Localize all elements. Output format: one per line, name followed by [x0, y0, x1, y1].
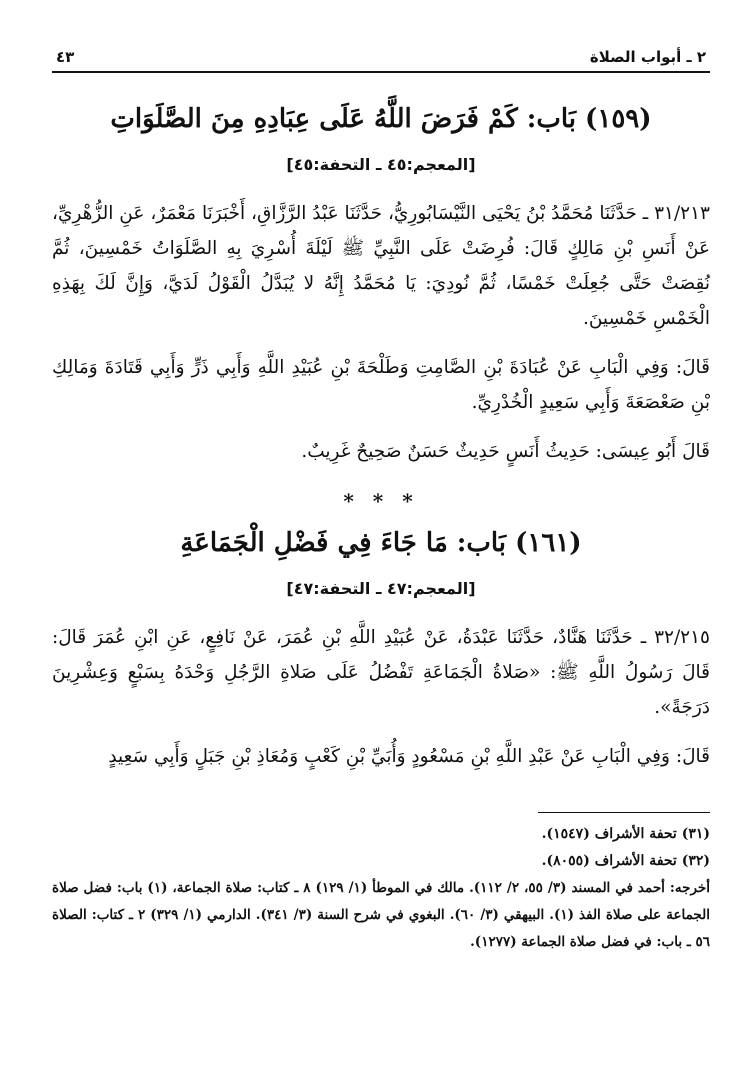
page-number: ٤٣	[56, 48, 75, 66]
section-161-bab-note: قَالَ: وَفِي الْبَابِ عَنْ عَبْدِ اللَّهِ بْنِ مَسْعُودٍ وَأُبَيِّ بْنِ كَعْبٍ وَمُعَاذِ بْنِ جَبَلٍ وَأَبِي سَعِيدٍ	[108, 745, 710, 767]
header-rule	[52, 71, 710, 73]
hadith-213-text: ٣١/٢١٣ ـ حَدَّثَنَا مُحَمَّدُ بْنُ يَحْيَى النَّيْسَابُورِيُّ، حَدَّثَنَا عَبْدُ الرَّزَّاقِ، أَخْبَرَنَا مَعْمَرٌ، عَنِ الزُّهْرِيِّ، عَنْ أَنَسِ بْنِ مَالِكٍ قَالَ: فُرِضَتْ عَلَى النَّبِيِّ ﷺ لَيْلَةَ أُسْرِيَ بِهِ الصَّلَوَاتُ خَمْسِينَ، ثُمَّ نُقِصَتْ حَتَّى جُعِلَتْ خَمْسًا، ثُمَّ نُودِيَ: يَا مُحَمَّدُ إِنَّهُ لا يُبَدَّلُ الْقَوْلُ لَدَيَّ، وَإِنَّ لَكَ بِهَذِهِ الْخَمْسِ خَمْسِينَ.	[52, 202, 710, 329]
footnote-sources: أخرجه: أحمد في المسند (٣/ ٥٥، ٢/ ١١٢). مالك في الموطأ (١/ ١٢٩) ٨ ـ كتاب: صلاة الجماعة، (١) باب: فضل صلاة الجماعة على صلاة الفذ (١). البيهقي (٣/ ٦٠). البغوي في شرح السنة (٣/ ٣٤١). الدارمي (١/ ٣٢٩) ٢ ـ كتاب: الصلاة ٥٦ ـ باب: في فضل صلاة الجماعة (١٢٧٧).	[52, 879, 710, 950]
section-159-title: (١٥٩) بَاب: كَمْ فَرَضَ اللَّهُ عَلَى عِبَادِهِ مِنَ الصَّلَوَاتِ	[110, 104, 652, 134]
chapter-title: ٢ ـ أبواب الصلاة	[589, 48, 706, 66]
hadith-215-text: ٣٢/٢١٥ ـ حَدَّثَنَا هَنَّادٌ، حَدَّثَنَا عَبْدَةُ، عَنْ عُبَيْدِ اللَّهِ بْنِ عُمَرَ، عَنْ نَافِعٍ، عَنِ ابْنِ عُمَرَ قَالَ: قَالَ رَسُولُ اللَّهِ ﷺ: «صَلاةُ الْجَمَاعَةِ تَفْضُلُ عَلَى صَلاةِ الرَّجُلِ وَحْدَهُ بِسَبْعٍ وَعِشْرِينَ دَرَجَةً».	[52, 626, 710, 718]
section-161-reference: [المعجم:٤٧ ـ التحفة:٤٧]	[286, 578, 476, 598]
section-separator: * * *	[343, 488, 419, 513]
running-header	[52, 48, 710, 68]
section-159-bab-note: قَالَ: وَفِي الْبَابِ عَنْ عُبَادَةَ بْنِ الصَّامِتِ وَطَلْحَةَ بْنِ عُبَيْدِ اللَّهِ وَأَبِي ذَرٍّ وَأَبِي قَتَادَةَ وَمَالِكِ بْنِ صَعْصَعَةَ وَأَبِي سَعِيدٍ الْخُدْرِيِّ.	[52, 356, 710, 413]
footnote-31: (٣١) تحفة الأشراف (١٥٤٧).	[541, 825, 710, 842]
book-page	[52, 48, 710, 956]
footnote-rule	[538, 812, 710, 813]
section-159-reference: [المعجم:٤٥ ـ التحفة:٤٥]	[286, 154, 476, 174]
section-161-title: (١٦١) بَاب: مَا جَاءَ فِي فَضْلِ الْجَمَاعَةِ	[180, 527, 582, 558]
section-159-grading: قَالَ أَبُو عِيسَى: حَدِيثُ أَنَسٍ حَدِيثٌ حَسَنٌ صَحِيحٌ غَرِيبٌ.	[301, 440, 710, 462]
footnote-32: (٣٢) تحفة الأشراف (٨٠٥٥).	[541, 852, 710, 869]
